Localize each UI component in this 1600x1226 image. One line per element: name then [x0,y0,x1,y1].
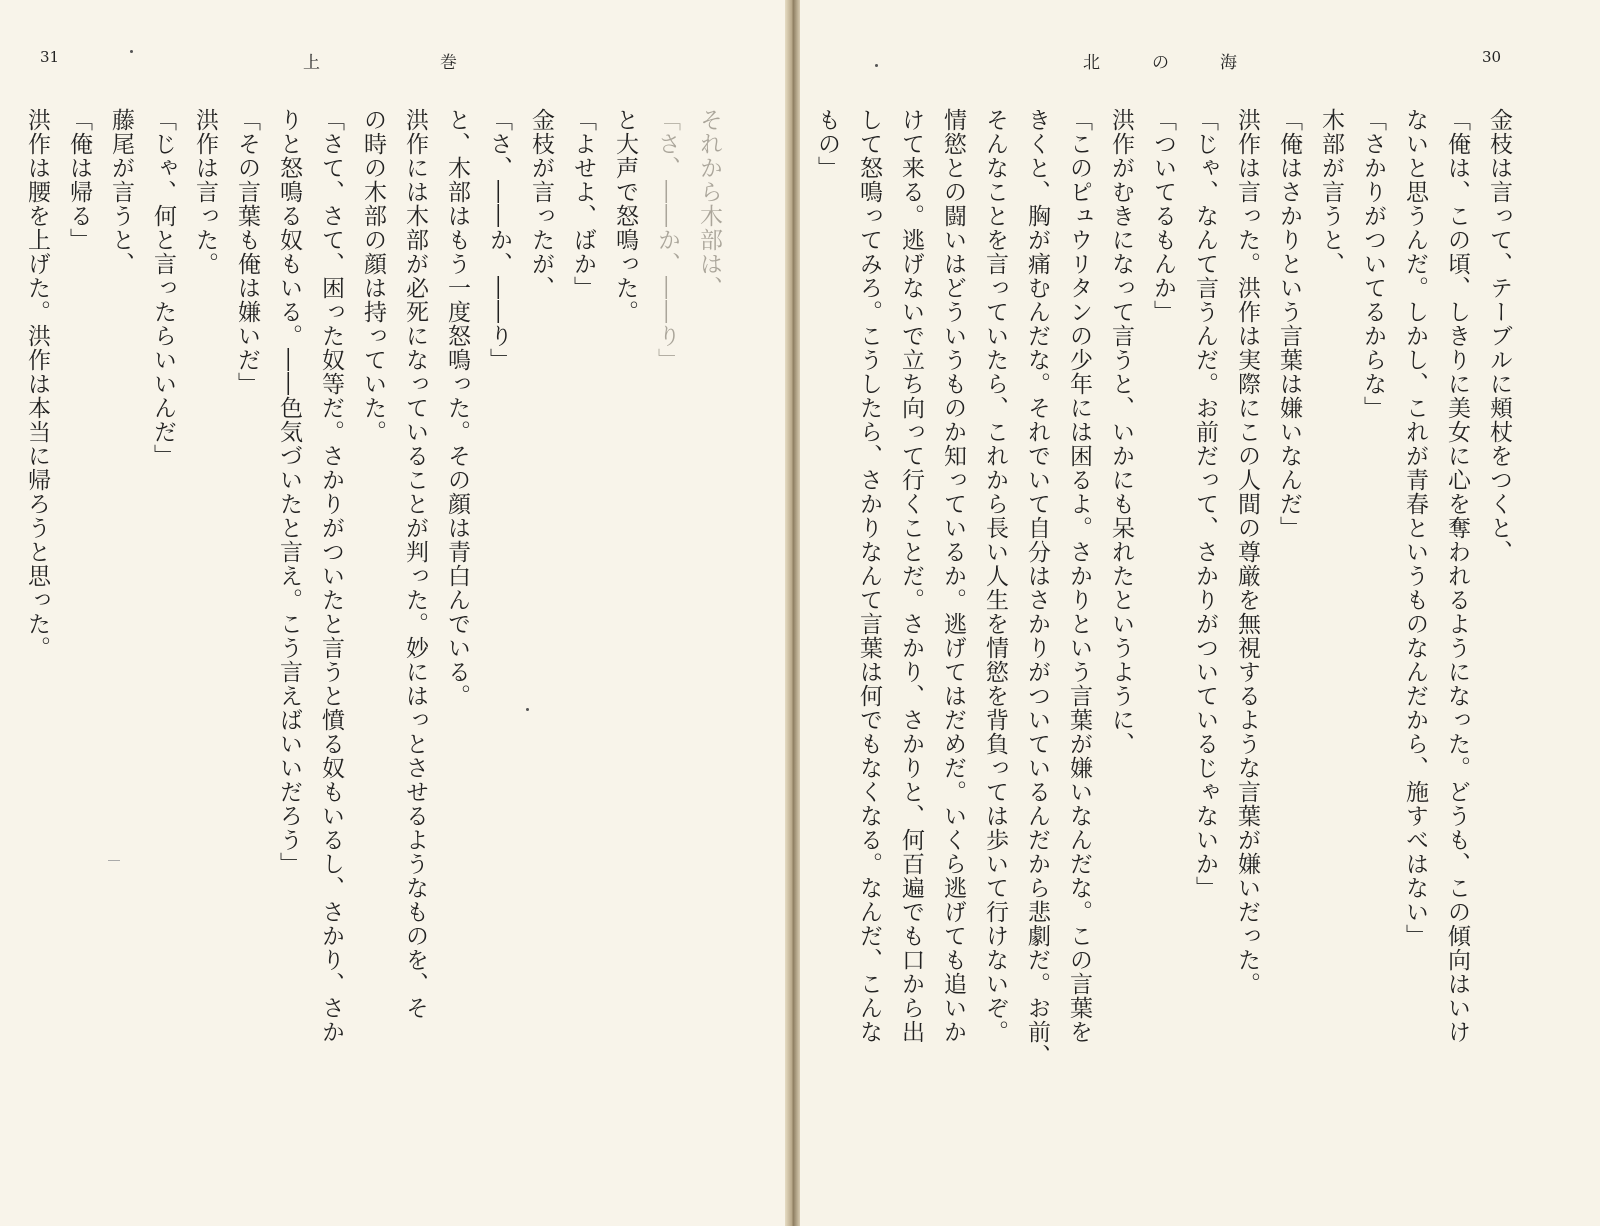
text-column: して怒鳴ってみろ。こうしたら、さかりなんて言葉は何でもなくなる。なんだ、こんな [856,108,882,1044]
text-column: 洪作には木部が必死になっていることが判った。妙にはっとさせるようなものを、そ [402,108,428,1020]
right-page [800,0,1600,1226]
left-body-text [24,108,730,1188]
text-column: 「さて、さて、困った奴等だ。さかりがついたと言うと憤る奴もいるし、さかり、さか [318,108,344,1044]
text-column: 「さ、――か、――り」 [486,108,512,372]
text-column: 「俺は、この頃、しきりに美女に心を奪われるようになった。どうも、この傾向はいけ [1444,108,1470,1044]
text-column: と大声で怒鳴った。 [612,108,638,324]
text-column: 木部が言うと、 [1318,108,1344,276]
text-column: そんなことを言っていたら、これから長い人生を情慾を背負っては歩いて行けないぞ。 [982,108,1008,1044]
text-column: の時の木部の顔は持っていた。 [360,108,386,444]
text-column: 「さかりがついてるからな」 [1360,108,1386,420]
text-column: と、木部はもう一度怒鳴った。その顔は青白んでいる。 [444,108,470,708]
text-column: 「このピュウリタンの少年には困るよ。さかりという言葉が嫌いなんだな。この言葉を [1066,108,1092,1044]
text-column: 藤尾が言うと、 [108,108,134,276]
left-page [0,0,785,1226]
text-column: 「その言葉も俺は嫌いだ」 [234,108,260,396]
left-page-number: 31 [40,48,60,66]
text-column: 洪作は腰を上げた。洪作は本当に帰ろうと思った。 [24,108,50,660]
text-column: きくと、胸が痛むんだな。それでいて自分はさかりがついているんだから悲劇だ。お前、 [1024,108,1050,1068]
speck [130,50,133,53]
text-column: 「俺は帰る」 [66,108,92,252]
right-running-head-char-3: 海 [1220,53,1237,73]
text-column: 「よせよ、ばか」 [570,108,596,300]
text-column: 洪作がむきになって言うと、いかにも呆れたというように、 [1108,108,1134,756]
left-running-head-char-1: 上 [303,53,320,73]
text-column: ないと思うんだ。しかし、これが青春というものなんだから、施すべはない」 [1402,108,1428,948]
right-running-head-char-1: 北 [1083,53,1100,73]
text-column: 「さ、――か、――り」 [654,108,680,372]
left-running-head-char-2: 巻 [440,53,457,73]
speck [108,860,120,861]
text-column: りと怒鳴る奴もいる。――色気づいたと言え。こう言えばいいだろう」 [276,108,302,876]
text-column: けて来る。逃げないで立ち向って行くことだ。さかり、さかりと、何百遍でも口から出 [898,108,924,1044]
text-column: 「じゃ、何と言ったらいいんだ」 [150,108,176,468]
text-column: 「ついてるもんか」 [1150,108,1176,324]
text-column: 「俺はさかりという言葉は嫌いなんだ」 [1276,108,1302,540]
right-page-number: 30 [1482,48,1502,66]
text-column: もの」 [814,108,840,180]
text-column: 洪作は言った。 [192,108,218,276]
text-column: 金枝が言ったが、 [528,108,554,300]
text-column: 「じゃ、なんて言うんだ。お前だって、さかりがついているじゃないか」 [1192,108,1218,900]
text-column: 金枝は言って、テーブルに頬杖をつくと、 [1486,108,1512,564]
right-running-head-char-2: の [1152,53,1169,73]
speck [875,64,878,67]
right-body-text [814,108,1520,1188]
text-column: それから木部は、 [696,108,722,300]
text-column: 情慾との闘いはどういうものか知っているか。逃げてはだめだ。いくら逃げても追いか [940,108,966,1044]
book-gutter [785,0,800,1226]
text-column: 洪作は言った。洪作は実際にこの人間の尊厳を無視するような言葉が嫌いだった。 [1234,108,1260,996]
speck [526,708,529,711]
